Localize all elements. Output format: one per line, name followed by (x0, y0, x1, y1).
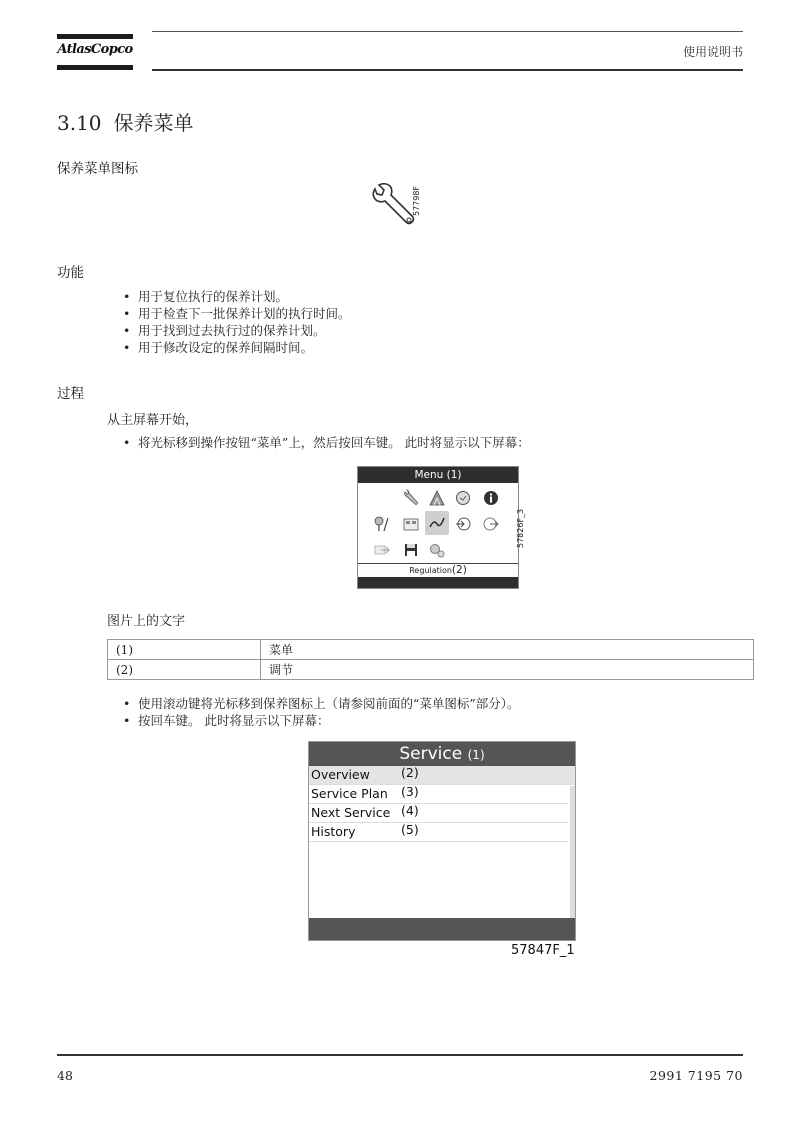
regulation-icon (428, 514, 446, 532)
section-number: 3.10 (57, 111, 102, 135)
function-heading: 功能 (57, 265, 84, 281)
transfer-icon (372, 541, 390, 559)
table-row (108, 640, 754, 660)
menu-figure-code: 57826F_3 (516, 508, 525, 548)
list-item: • 用于检查下一批保养计划的执行时间。 (121, 305, 351, 322)
list-item: • 用于复位执行的保养计划。 (121, 288, 351, 305)
menu-footer-bar (358, 577, 518, 588)
page-number: 48 (57, 1068, 73, 1083)
list-item: • 使用滚动键将光标移到保养图标上（请参阅前面的“菜单图标”部分）。 (121, 695, 520, 712)
function-list (121, 288, 351, 356)
service-screen-image (308, 741, 576, 941)
menu-title-bar: Menu (1) (358, 467, 518, 483)
list-item: • 用于找到过去执行过的保养计划。 (121, 322, 351, 339)
legend-text: 菜单 (261, 640, 754, 660)
warning-icon (428, 489, 446, 507)
regulation-status-label: Regulation(2) (409, 564, 467, 576)
list-item: • 按回车键。 此时将显示以下屏幕： (121, 712, 520, 729)
service-figure-code: 57847F_1 (511, 943, 575, 958)
procedure-step-list-1 (121, 434, 530, 451)
legend-ref: (2) (108, 660, 261, 680)
info-icon (482, 489, 500, 507)
legend-table (107, 639, 754, 680)
settings-panel-icon (402, 515, 420, 533)
wrench-figure-code: 57798F (412, 185, 421, 216)
footer-rule (57, 1054, 743, 1056)
service-title-bar: Service (1) (309, 742, 575, 766)
service-footer-bar (309, 918, 575, 940)
atlas-copco-logo: AtlasCopco (57, 34, 133, 70)
procedure-intro: 从主屏幕开始， (107, 413, 199, 428)
service-menu-item-overview[interactable]: Overview (2) (309, 766, 575, 785)
service-menu-item-next-service[interactable]: Next Service (4) (309, 804, 569, 823)
section-title (57, 107, 194, 136)
service-menu-item-service-plan[interactable]: Service Plan (3) (309, 785, 569, 804)
scrollbar[interactable] (570, 786, 575, 918)
gears-icon (428, 541, 446, 559)
table-row (108, 660, 754, 680)
timer-icon (454, 489, 472, 507)
inlet-icon (454, 515, 472, 533)
icon-heading: 保养菜单图标 (57, 161, 138, 177)
list-item: • 将光标移到操作按钮“菜单”上，然后按回车键。 此时将显示以下屏幕： (121, 434, 530, 451)
image-text-heading: 图片上的文字 (107, 614, 186, 629)
save-icon (402, 541, 420, 559)
menu-screen-image (357, 466, 519, 589)
procedure-heading: 过程 (57, 386, 84, 402)
section-name: 保养菜单 (113, 111, 194, 135)
header-rule-bottom (152, 69, 743, 71)
document-title: 使用说明书 (682, 45, 743, 59)
header-rule-top (152, 31, 743, 32)
procedure-step-list-2 (121, 695, 520, 729)
outlet-icon (482, 515, 500, 533)
document-number: 2991 7195 70 (649, 1068, 743, 1083)
legend-text: 调节 (261, 660, 754, 680)
list-item: • 用于修改设定的保养间隔时间。 (121, 339, 351, 356)
service-menu-item-history[interactable]: History (5) (309, 823, 569, 842)
sensor-icon (372, 515, 390, 533)
legend-ref: (1) (108, 640, 261, 660)
wrench-icon (402, 489, 420, 507)
